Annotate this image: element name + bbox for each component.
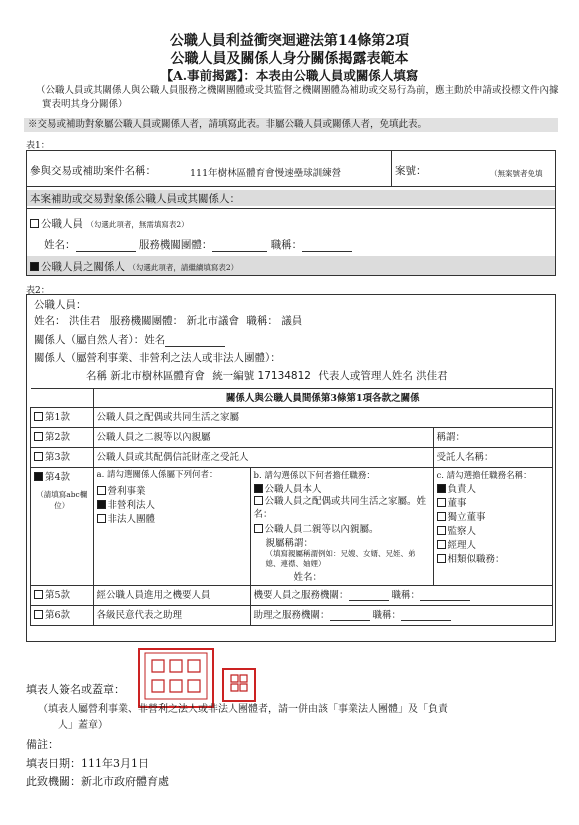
signature-label: 填表人簽名或蓋章： (26, 683, 125, 696)
official-fields: 姓名： 服務機關團體： 職稱： (44, 237, 352, 252)
org-representative[interactable]: 洪佳君 (416, 370, 448, 382)
recipient-agency[interactable]: 此致機關：新北市政府體育處 (26, 775, 169, 788)
fill-date[interactable]: 填表日期：111年3月1日 (26, 757, 149, 770)
official-agency[interactable]: 新北市議會 (186, 315, 240, 327)
org-uid[interactable]: 17134812 (257, 370, 311, 382)
col-c: c. 請勾選擔任職務名稱： 負責人 董事 獨立董事 監察人 經理人 相類似職務： (433, 468, 553, 586)
official-title[interactable]: 議員 (281, 315, 303, 327)
official-name-field[interactable] (76, 241, 136, 252)
row2-item[interactable]: 第2款 (31, 428, 94, 448)
option-relative[interactable]: 公職人員之關係人 （勾選此項者，請繼續填寫表2） (30, 259, 238, 274)
relative-person: 關係人（屬自然人者）：姓名 (34, 332, 225, 347)
relation-table (30, 388, 553, 626)
row4-note: （請填寫abc欄位） (36, 490, 88, 510)
case-number-label: 案號： (395, 165, 427, 177)
row6-desc: 各級民意代表之助理 (93, 606, 250, 626)
option-official[interactable]: 公職人員 （勾選此項者，無需填寫表2） (30, 216, 189, 231)
row1-desc: 公職人員之配偶或共同生活之家屬 (93, 408, 553, 428)
row6-fields[interactable]: 助理之服務機關： 職稱： (250, 606, 553, 626)
official-info: 姓名： 洪佳君 服務機關團體： 新北市議會 職稱： 議員 (34, 315, 303, 327)
remark-label: 備註： (26, 738, 59, 751)
notice-bar: ※交易或補助對象屬公職人員或關係人者，請填寫此表。非屬公職人員或關係人者，免填此表。 (24, 118, 558, 132)
case-name-label: 參與交易或補助案件名稱： (30, 165, 156, 177)
col-b: b. 請勾選係以下何者擔任職務： 公職人員本人 公職人員之配偶或共同生活之家屬。姓名： 公職人員二親等以內親屬。 親屬稱謂： （填寫親屬稱謂例如：兄嫂、女婿、兄姪、弟媳、連襟、妯娌） 姓名： (250, 468, 433, 586)
col-b-opt3[interactable] (254, 524, 263, 533)
form-title-name: 公職人員及關係人身分關係揭露表範本 (170, 51, 409, 67)
official-agency-field[interactable] (212, 241, 267, 252)
table1-label: 表1： (26, 141, 50, 151)
row3-desc: 公職人員或其配偶信託財產之受託人 (93, 448, 433, 468)
row5-item[interactable]: 第5款 (31, 586, 94, 606)
signature-note: （填表人屬營利事業、非營利之法人或非法人團體者，請一併由該「事業法人團體」及「負責 (38, 704, 448, 715)
relative-checkbox[interactable] (30, 262, 39, 271)
official-name[interactable]: 洪佳君 (68, 315, 101, 327)
col-b-opt1[interactable] (254, 484, 263, 493)
col-c-opt1[interactable] (437, 484, 446, 493)
form-title-law: 公職人員利益衝突迴避法第14條第2項 (169, 33, 410, 49)
row2-extra[interactable]: 稱謂： (433, 428, 553, 448)
representative-seal (222, 668, 256, 702)
case-name-value[interactable]: 111年樹林區體育會慢速壘球訓練營 (190, 168, 342, 179)
subject-label: 本案補助或交易對象係公職人員或其關係人： (30, 193, 240, 205)
row3-extra[interactable]: 受託人名稱： (433, 448, 553, 468)
option-official-note: （勾選此項者，無需填寫表2） (86, 220, 189, 229)
col-c-opt6[interactable] (437, 554, 446, 563)
signature-note-2: 人」蓋章） (58, 720, 108, 731)
organization-seal (138, 648, 214, 708)
col-c-opt3[interactable] (437, 512, 446, 521)
official-label: 公職人員： (34, 299, 87, 311)
intro-text: （公職人員或其關係人與公職人員服務之機關團體或受其監督之機關團體為補助或交易行為前，應主動於申請或投標文件內據實表明其身分關係） (36, 85, 559, 110)
relative-person-name-field[interactable] (165, 336, 225, 347)
official-title-field[interactable] (302, 241, 352, 252)
form-title-section: 【A.事前揭露】：本表由公職人員或關係人填寫 (160, 68, 419, 83)
official-checkbox[interactable] (30, 219, 39, 228)
col-c-opt2[interactable] (437, 498, 446, 507)
col-a-opt1[interactable] (97, 486, 106, 495)
col-c-opt5[interactable] (437, 540, 446, 549)
col-a-opt3[interactable] (97, 514, 106, 523)
relative-org-label: 關係人（屬營利事業、非營利之法人或非法人團體）： (34, 352, 281, 364)
org-name[interactable]: 新北市樹林區體育會 (110, 370, 205, 382)
row5-fields[interactable]: 機要人員之服務機關： 職稱： (250, 586, 553, 606)
col-a: a. 請勾選關係人係屬下列何者： 營利事業 非營利法人 非法人團體 (93, 468, 250, 586)
case-number-note: （無案號者免填 (490, 169, 543, 178)
col-c-opt4[interactable] (437, 526, 446, 535)
row3-item[interactable]: 第3款 (31, 448, 94, 468)
row4-item[interactable]: 第4款 （請填寫abc欄位） (31, 468, 94, 586)
relative-org-info: 名稱 新北市樹林區體育會 統一編號 17134812 代表人或管理人姓名 洪佳君 (86, 370, 448, 382)
table2-label: 表2： (26, 286, 50, 296)
col-b-opt2[interactable] (254, 496, 263, 505)
relation-header: 關係人與公職人員間係第3條第1項各款之關係 (93, 389, 553, 408)
row5-desc: 經公職人員進用之機要人員 (93, 586, 250, 606)
col-a-opt2[interactable] (97, 500, 106, 509)
row2-desc: 公職人員之二親等以內親屬 (93, 428, 433, 448)
row6-item[interactable]: 第6款 (31, 606, 94, 626)
option-relative-note: （勾選此項者，請繼續填寫表2） (128, 263, 239, 272)
row1-item[interactable]: 第1款 (31, 408, 94, 428)
